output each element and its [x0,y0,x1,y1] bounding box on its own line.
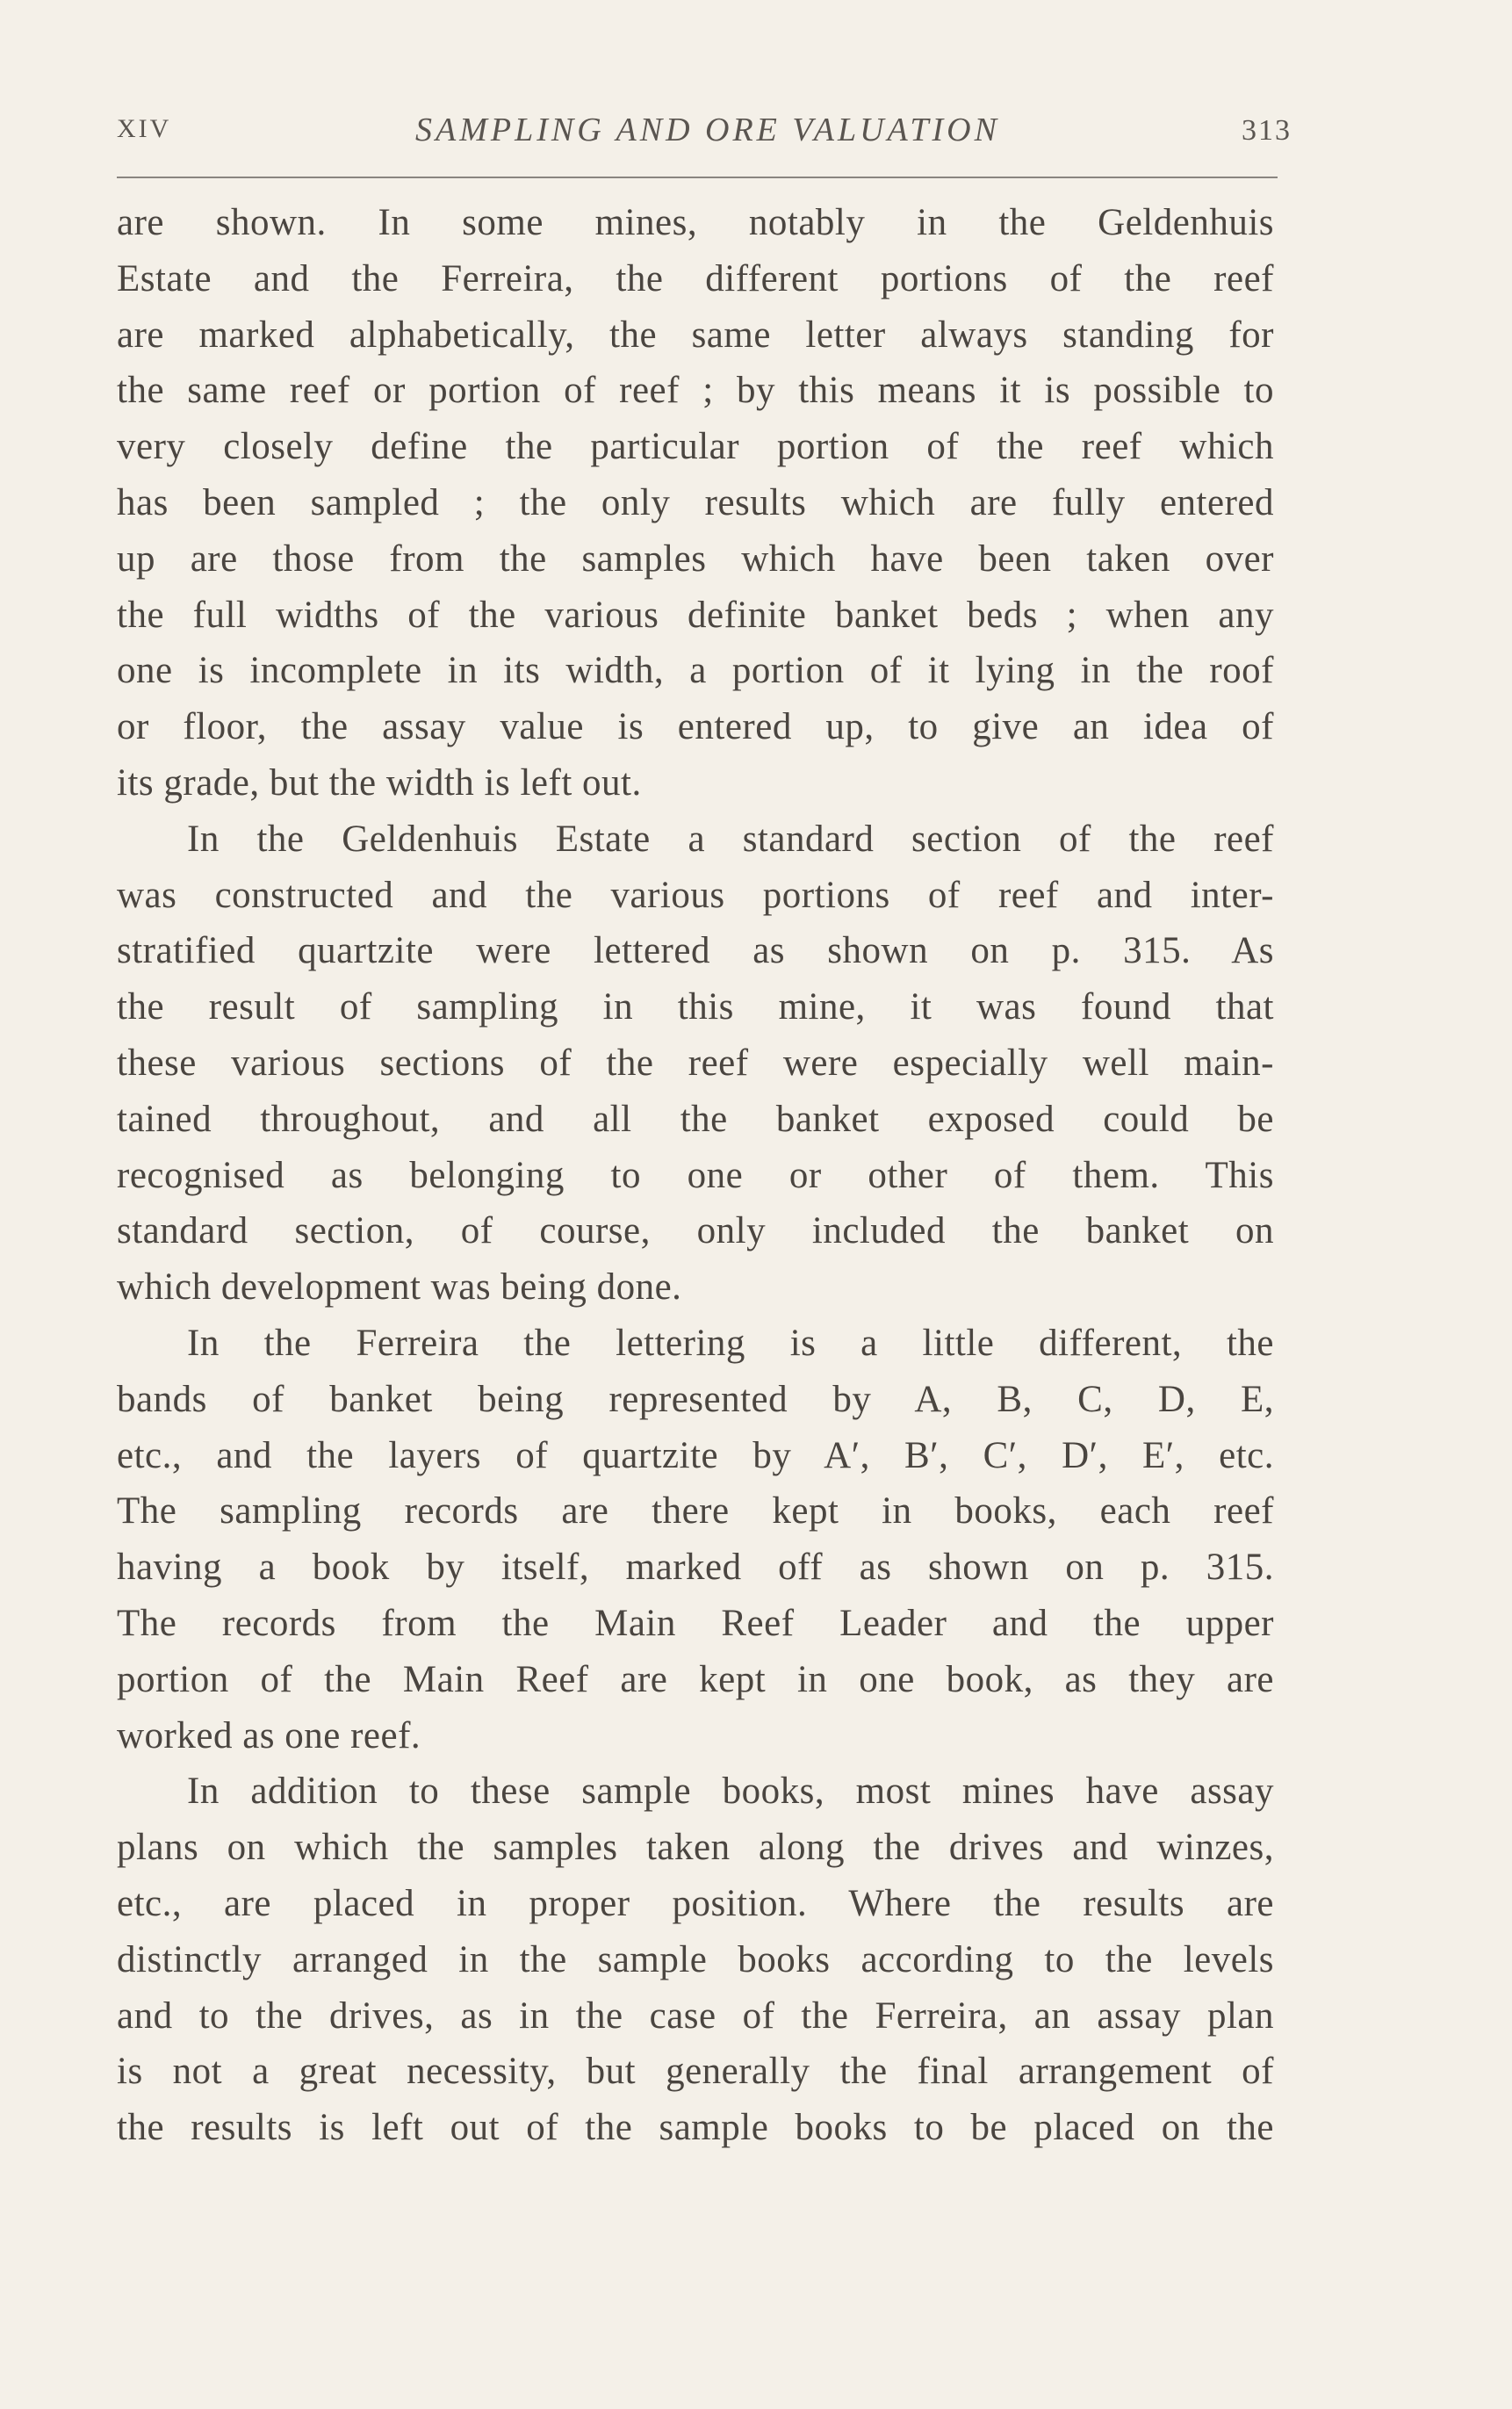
text-line: these various sections of the reef were especially well main- [117,1042,1274,1084]
text-line: was constructed and the various portions of reef and inter- [117,874,1274,916]
text-line: one is incomplete in its width, a portion of it lying in the roof [117,650,1274,692]
text-line: distinctly arranged in the sample books according to the levels [117,1938,1274,1980]
text-line: Estate and the Ferreira, the different portions of the reef [117,257,1274,299]
text-line: are shown. In some mines, notably in the Geldenhuis [117,202,1274,243]
text-line: the same reef or portion of reef ; by this means it is possible to [117,370,1274,412]
body-text [117,195,1274,2156]
text-line: standard section, of course, only included the banket on [117,1210,1274,1252]
text-line: In the Ferreira the lettering is a little different, the [187,1322,1274,1364]
page-number: 313 [1242,114,1292,147]
text-line: portion of the Main Reef are kept in one book, as they are [117,1658,1274,1700]
text-line: are marked alphabetically, the same letter always standing for [117,314,1274,356]
text-line: stratified quartzite were lettered as shown on p. 315. As [117,930,1274,972]
text-line: up are those from the samples which have been taken over [117,537,1274,580]
text-line: worked as one reef. [117,1714,421,1756]
text-line: the results is left out of the sample books to be placed on the [117,2107,1274,2149]
text-line: In addition to these sample books, most mines have assay [187,1771,1274,1813]
text-line: etc., and the layers of quartzite by A′, B′, C′, D′, E′, etc. [117,1434,1274,1476]
text-line: has been sampled ; the only results which are fully entered [117,481,1274,523]
text-line: or floor, the assay value is entered up, to give an idea of [117,706,1274,748]
text-line: the full widths of the various definite banket beds ; when any [117,594,1274,636]
running-head [117,111,1299,155]
header-rule [117,177,1278,178]
text-line: bands of banket being represented by A, B, C, D, E, [117,1378,1274,1420]
text-line: The sampling records are there kept in books, each reef [117,1490,1274,1533]
text-line: tained throughout, and all the banket exposed could be [117,1098,1274,1140]
running-title: SAMPLING AND ORE VALUATION [415,112,1000,148]
text-line: etc., are placed in proper position. Where the results are [117,1882,1274,1924]
chapter-number: XIV [117,114,172,143]
text-line: is not a great necessity, but generally the final arrangement of [117,2051,1274,2093]
text-line: plans on which the samples taken along the drives and winzes, [117,1827,1274,1869]
text-line: The records from the Main Reef Leader and the upper [117,1602,1274,1644]
text-line: very closely define the particular portion of the reef which [117,426,1274,468]
text-line: which development was being done. [117,1266,682,1309]
text-line: having a book by itself, marked off as shown on p. 315. [117,1547,1274,1589]
text-line: and to the drives, as in the case of the Ferreira, an assay plan [117,1994,1274,2037]
text-line: its grade, but the width is left out. [117,761,642,804]
text-line: In the Geldenhuis Estate a standard section of the reef [187,818,1274,860]
text-line: recognised as belonging to one or other of them. This [117,1154,1274,1196]
text-line: the result of sampling in this mine, it was found that [117,986,1274,1028]
